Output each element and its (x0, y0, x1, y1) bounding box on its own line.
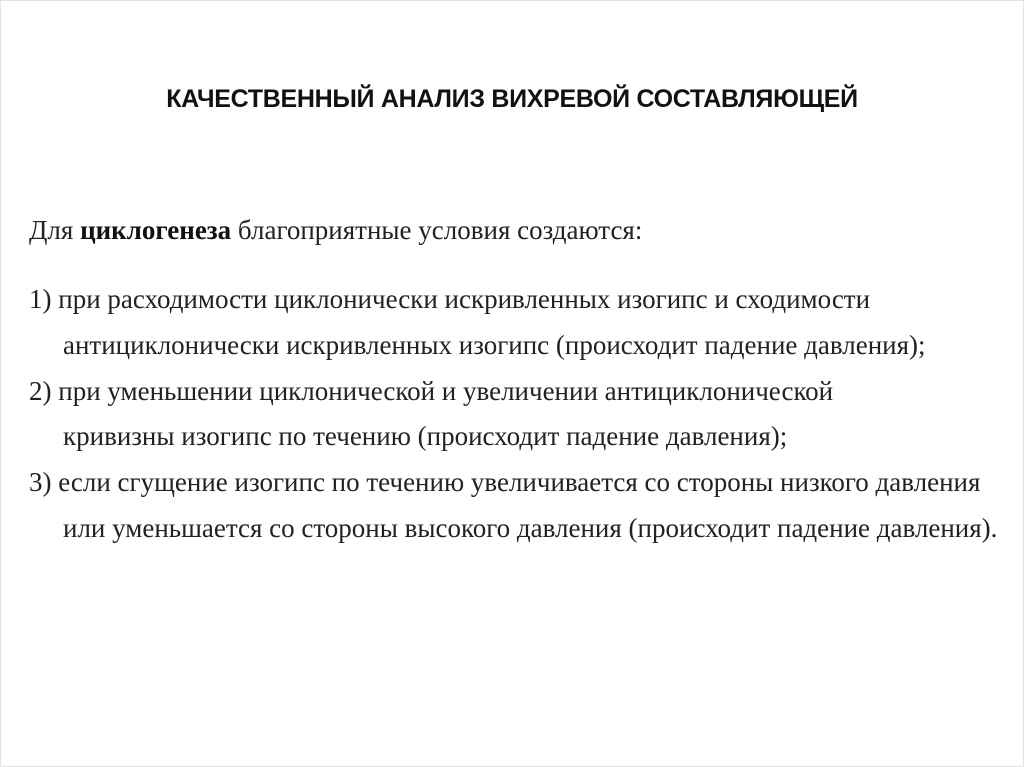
list-item-1-continuation: антициклонически искривленных изогипс (происходит падение давления); (63, 330, 926, 360)
list-item-2: 2) при уменьшении циклонической и увеличении антициклонической (29, 376, 834, 406)
list-item-3: 3) если сгущение изогипс по течению увеличивается со стороны низкого давления (29, 467, 981, 497)
intro-suffix: благоприятные условия создаются: (231, 215, 643, 245)
intro-prefix: Для (29, 215, 81, 245)
slide-title: КАЧЕСТВЕННЫЙ АНАЛИЗ ВИХРЕВОЙ СОСТАВЛЯЮЩЕЙ (166, 85, 858, 113)
list-item-1: 1) при расходимости циклонически искривленных изогипс и сходимости (29, 284, 871, 314)
list-item-2-continuation: кривизны изогипс по течению (происходит падение давления); (63, 421, 788, 451)
list-item-3-continuation: или уменьшается со стороны высокого давления (происходит падение давления). (63, 513, 998, 543)
intro-bold-term: циклогенеза (80, 215, 232, 245)
intro-line (29, 215, 642, 246)
